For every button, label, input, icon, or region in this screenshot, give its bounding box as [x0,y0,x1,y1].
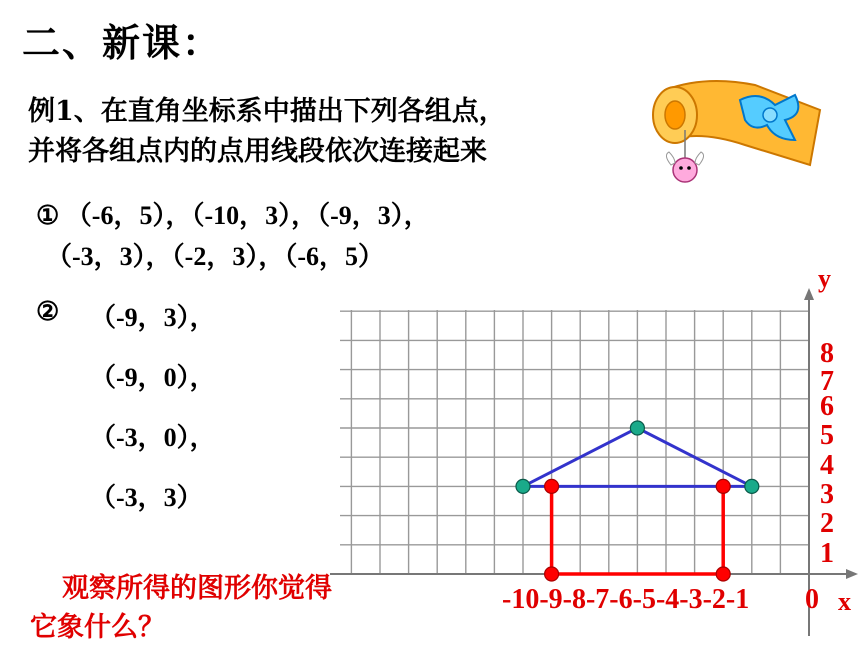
point-set-2-item: （-3，0）， [90,423,216,452]
y-tick-label: 7 [820,366,834,397]
y-axis-arrow-icon [804,288,814,300]
plotted-point [545,567,559,581]
x-axis-arrow-icon [846,569,858,579]
y-tick-label: 2 [820,508,834,539]
y-tick-label: 3 [820,479,834,510]
point-set-1-line1: ① （-6，5），（-10，3），（-9，3）， [36,201,430,230]
plotted-point [745,479,759,493]
origin-label: 0 [805,584,819,615]
x-axis-name: x [838,587,851,616]
plotted-point [716,567,730,581]
y-axis-name: y [818,264,831,293]
y-tick-label: 1 [820,538,834,569]
question-text-line2: 它象什么？ [30,612,165,643]
y-tick-label: 5 [820,420,834,451]
example-text-line1: 例1、在直角坐标系中描出下列各组点， [28,96,506,127]
point-set-1-line2: （-3，3），（-2，3），（-6，5） [46,242,384,271]
y-tick-label: 6 [820,391,834,422]
plotted-point [716,479,730,493]
question-text-line1: 观察所得的图形你觉得 [62,573,332,604]
point-set-2-item: （-9，3）， [90,303,216,332]
plotted-point [630,421,644,435]
y-tick-label: 4 [820,450,834,481]
point-set-2-item: （-9，0）， [90,363,216,392]
y-tick-label: 8 [820,338,834,369]
grid-lines [340,310,809,574]
plotted-point [516,479,530,493]
point-set-2-item: （-3，3） [90,483,203,512]
x-tick-labels: -10-9-8-7-6-5-4-3-2-1 [502,584,750,615]
point-set-2-label: ② [36,297,60,326]
page-title: 二、新课： [22,20,223,65]
axis-labels [502,264,851,616]
plotted-point [545,479,559,493]
example-text-line2: 并将各组点内的点用线段依次连接起来 [28,136,487,167]
